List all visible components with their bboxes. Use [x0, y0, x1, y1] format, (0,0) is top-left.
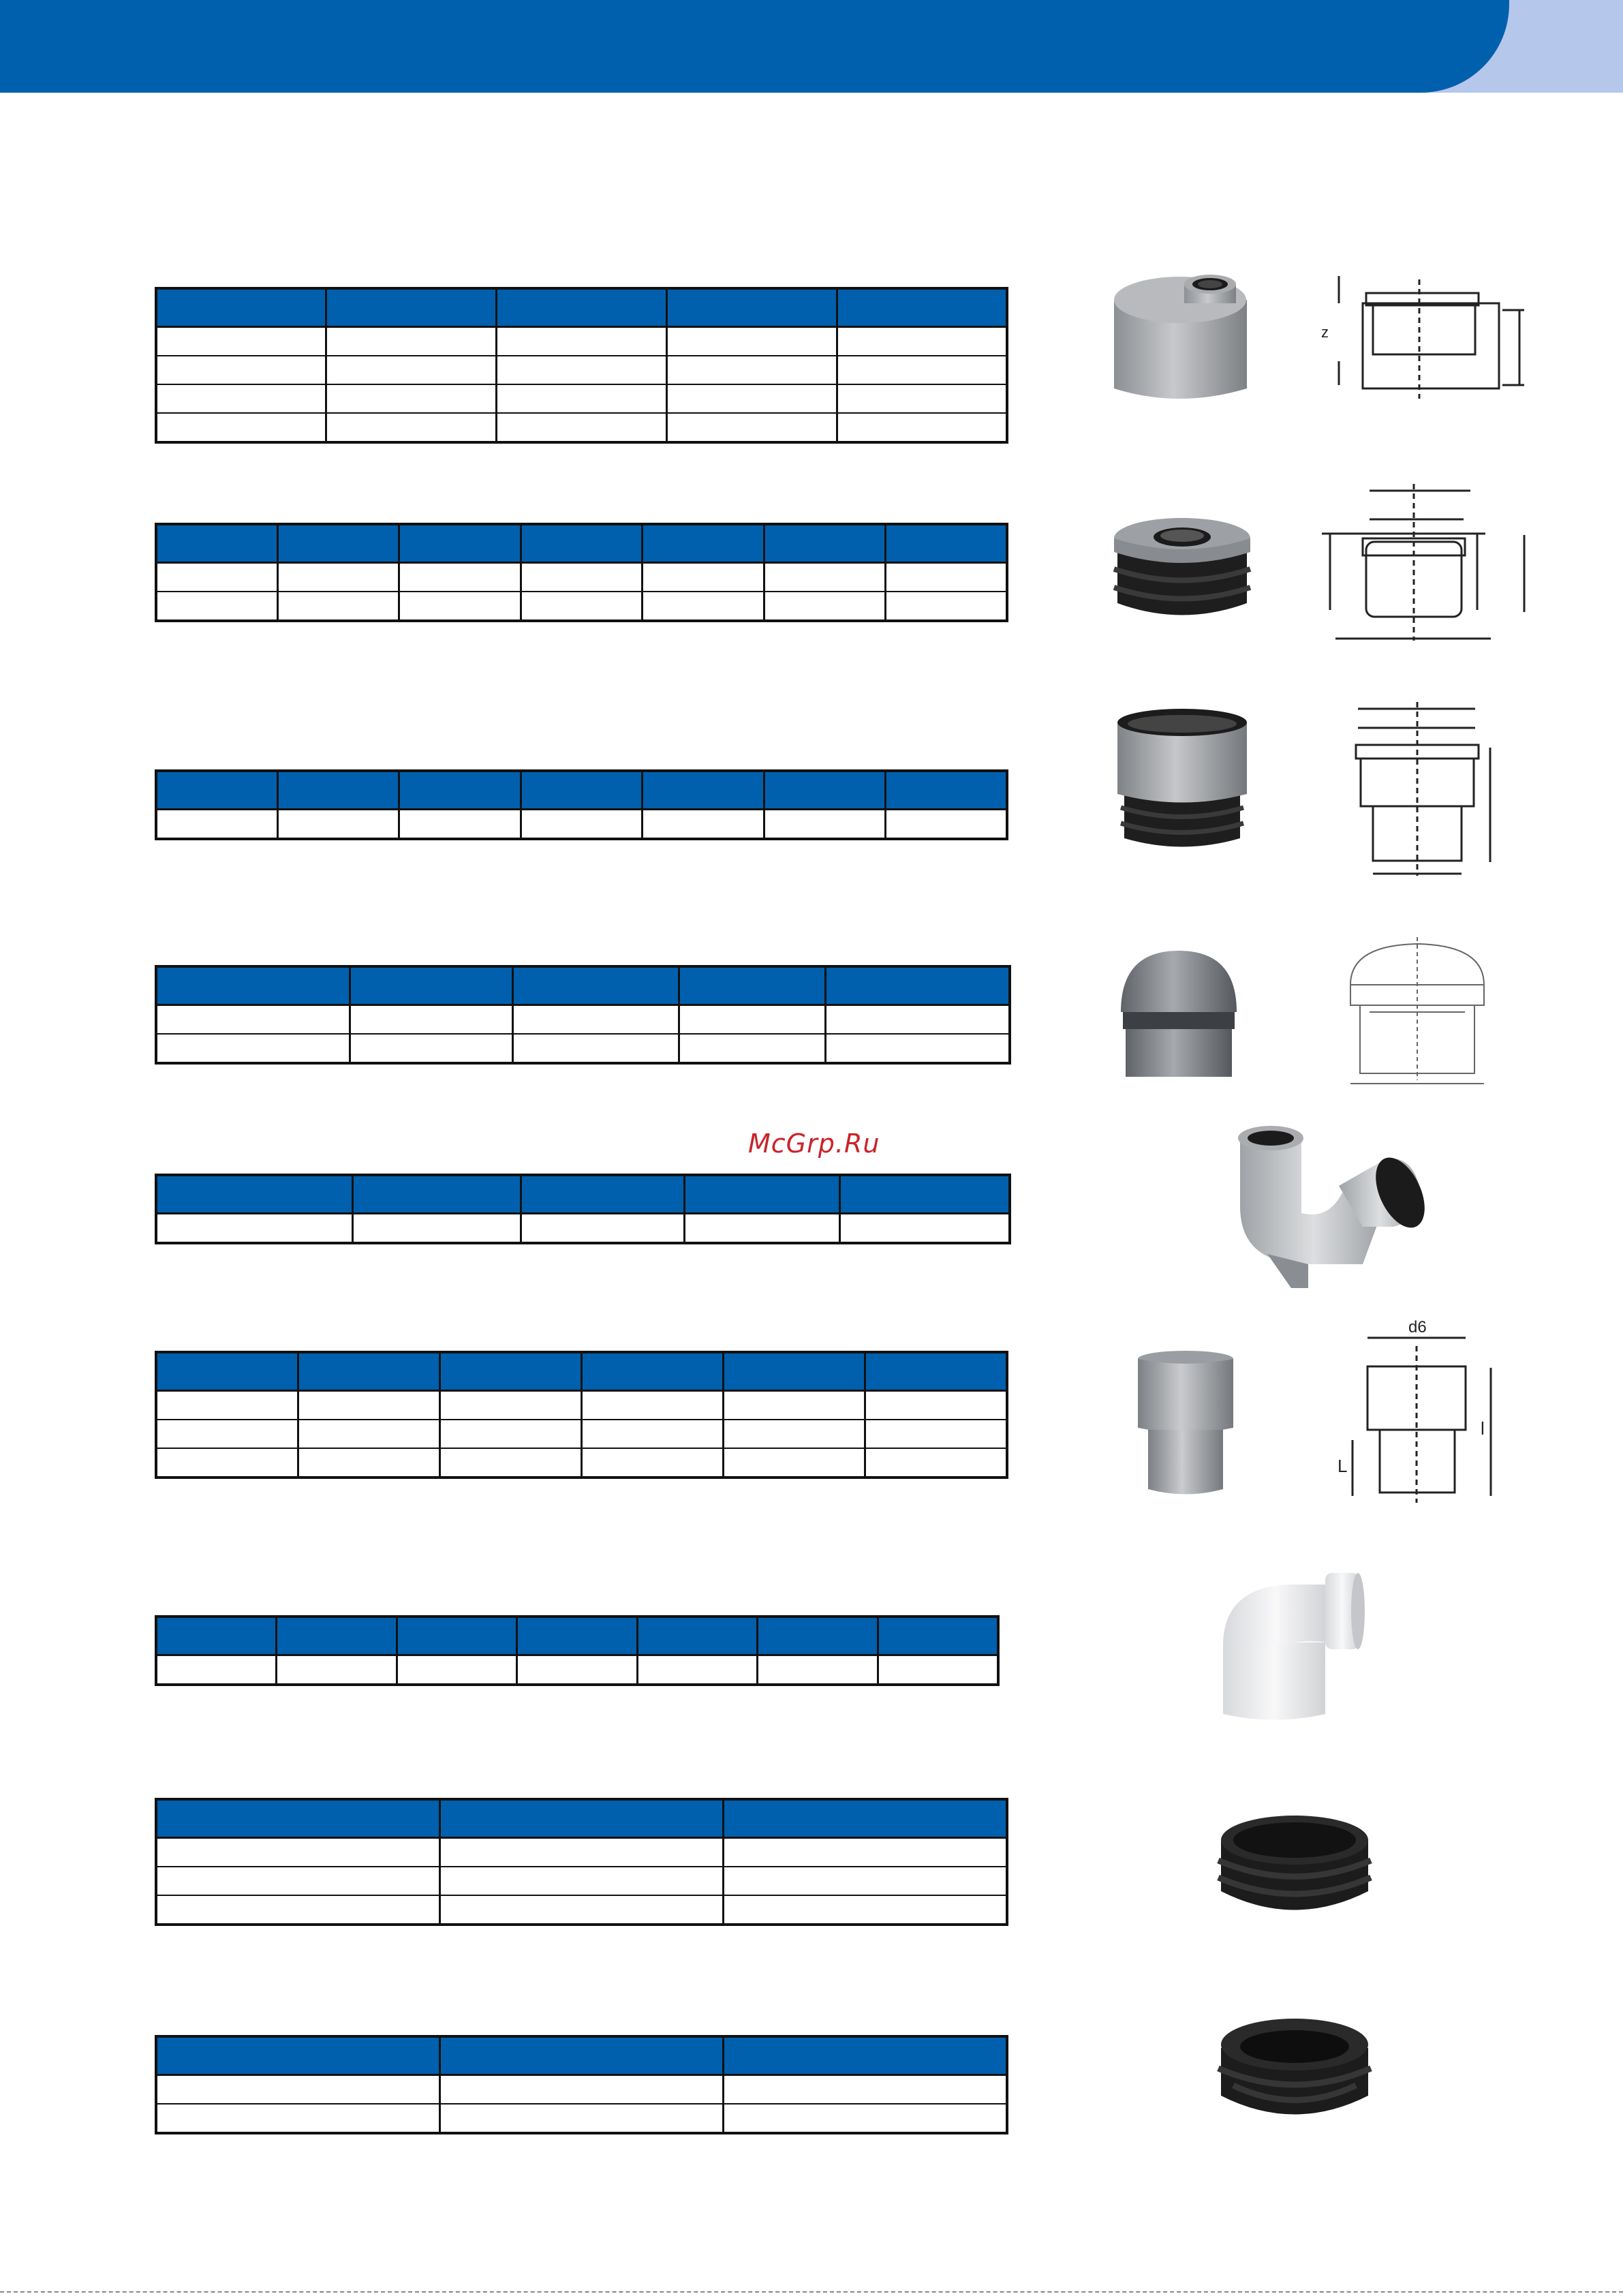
- table-cell: [837, 413, 1007, 442]
- socket-adapter-technical-drawing: [1346, 699, 1502, 883]
- diameter-label: d6: [1408, 1319, 1427, 1336]
- table-cell: [825, 1005, 1010, 1035]
- table-cell: [326, 413, 497, 442]
- table-cell: [764, 810, 885, 840]
- table-cell: [666, 413, 837, 442]
- table-cell: [497, 413, 667, 442]
- header-cell: [724, 1352, 865, 1391]
- table-cell: [277, 810, 399, 840]
- header-cell: [521, 771, 642, 810]
- spec-table-2: [155, 523, 1008, 622]
- table-cell: [839, 1214, 1010, 1244]
- table-cell: [581, 1420, 723, 1448]
- table-cell: [156, 1448, 298, 1478]
- table-cell: [521, 810, 642, 840]
- header-cell: [156, 1799, 439, 1838]
- table-cell: [156, 1420, 298, 1448]
- table-cell: [298, 1448, 439, 1478]
- table-cell: [865, 1391, 1007, 1420]
- table-cell: [156, 1214, 352, 1244]
- table-cell: [156, 563, 277, 592]
- header-cell: [825, 966, 1010, 1005]
- header-cell: [156, 771, 277, 810]
- table-cell: [156, 1655, 277, 1685]
- table-header-row: [156, 771, 1007, 810]
- transition-pipe-photo: [1131, 1349, 1240, 1499]
- table-header-row: [156, 2036, 1007, 2075]
- table-cell: [156, 1034, 350, 1063]
- table-cell: [352, 1214, 521, 1244]
- table-row: [156, 563, 1007, 592]
- table-cell: [517, 1655, 638, 1685]
- header-cell: [643, 524, 764, 563]
- spec-table-8: [155, 1798, 1008, 1926]
- header-cell: [439, 2036, 723, 2075]
- table-cell: [439, 1391, 581, 1420]
- header-cell: [298, 1352, 439, 1391]
- header-cell: [839, 1175, 1010, 1214]
- table-cell: [156, 1391, 298, 1420]
- table-cell: [298, 1420, 439, 1448]
- header-cell: [724, 1799, 1007, 1838]
- table-cell: [156, 1867, 439, 1895]
- spec-table-3: [155, 769, 1008, 840]
- header-cell: [399, 524, 521, 563]
- spec-table-6: [155, 1351, 1008, 1479]
- header-cell: [277, 1617, 397, 1655]
- table-row: [156, 1420, 1007, 1448]
- table-cell: [521, 592, 642, 621]
- table-cell: [497, 356, 667, 384]
- header-cell: [581, 1352, 723, 1391]
- table-cell: [298, 1391, 439, 1420]
- rubber-reducer-ring-photo: [1213, 2014, 1376, 2137]
- header-cell: [156, 2036, 439, 2075]
- table-cell: [350, 1034, 512, 1063]
- length-label: L: [1338, 1456, 1348, 1476]
- table-cell: [865, 1448, 1007, 1478]
- adapter-technical-drawing: [1315, 480, 1540, 651]
- table-header-row: [156, 966, 1010, 1005]
- header-cell: [352, 1175, 521, 1214]
- header-cell: [886, 771, 1007, 810]
- table-cell: [724, 1867, 1007, 1895]
- table-cell: [666, 384, 837, 413]
- spec-table-9: [155, 2035, 1008, 2134]
- height-label: l: [1481, 1418, 1485, 1439]
- table-cell: [724, 2075, 1007, 2104]
- socket-label: z: [1321, 324, 1329, 341]
- table-cell: [439, 2075, 723, 2104]
- table-cell: [326, 356, 497, 384]
- table-cell: [679, 1034, 825, 1063]
- spec-table-5: [155, 1174, 1011, 1244]
- header-banner-blue: [0, 0, 1509, 93]
- table-row: [156, 592, 1007, 621]
- spec-table-4: [155, 965, 1011, 1065]
- spec-table-7: [155, 1615, 1000, 1686]
- header-cell: [521, 524, 642, 563]
- table-row: [156, 1214, 1010, 1244]
- table-row: [156, 1655, 998, 1685]
- table-cell: [156, 1838, 439, 1867]
- header-cell: [397, 1617, 517, 1655]
- table-row: [156, 1867, 1007, 1895]
- table-row: [156, 413, 1007, 442]
- table-cell: [886, 563, 1007, 592]
- table-header-row: [156, 524, 1007, 563]
- table-cell: [277, 1655, 397, 1685]
- table-cell: [497, 384, 667, 413]
- table-cell: [156, 2075, 439, 2104]
- header-cell: [156, 524, 277, 563]
- table-header-row: [156, 1352, 1007, 1391]
- table-cell: [512, 1034, 679, 1063]
- table-cell: [277, 592, 399, 621]
- table-row: [156, 327, 1007, 356]
- table-cell: [666, 327, 837, 356]
- table-cell: [439, 1838, 723, 1867]
- table-cell: [512, 1005, 679, 1035]
- table-cell: [397, 1655, 517, 1685]
- watermark-text: McGrp.Ru: [748, 1129, 880, 1159]
- vent-cap-photo: [1111, 947, 1247, 1084]
- table-cell: [724, 1448, 865, 1478]
- white-elbow-photo: [1213, 1567, 1376, 1724]
- table-header-row: [156, 288, 1007, 327]
- table-cell: [837, 327, 1007, 356]
- table-cell: [156, 810, 277, 840]
- trap-elbow-photo: [1226, 1118, 1444, 1288]
- table-cell: [156, 1005, 350, 1035]
- header-cell: [439, 1799, 723, 1838]
- table-cell: [156, 327, 326, 356]
- table-cell: [399, 563, 521, 592]
- table-cell: [326, 327, 497, 356]
- table-row: [156, 1448, 1007, 1478]
- header-cell: [156, 1175, 352, 1214]
- table-header-row: [156, 1799, 1007, 1838]
- header-cell: [517, 1617, 638, 1655]
- rubber-seal-ring-photo: [1213, 1809, 1376, 1925]
- table-cell: [679, 1005, 825, 1035]
- socket-adapter-photo: [1104, 709, 1261, 852]
- table-cell: [521, 1214, 684, 1244]
- table-cell: [156, 384, 326, 413]
- header-cell: [878, 1617, 998, 1655]
- page-footer-rule: [0, 2291, 1623, 2294]
- table-cell: [399, 810, 521, 840]
- table-cell: [439, 1867, 723, 1895]
- table-cell: [758, 1655, 878, 1685]
- header-cell: [156, 1352, 298, 1391]
- table-cell: [581, 1448, 723, 1478]
- transition-pipe-technical-drawing: [1332, 1319, 1509, 1513]
- table-cell: [581, 1391, 723, 1420]
- table-row: [156, 2075, 1007, 2104]
- table-cell: [865, 1420, 1007, 1448]
- table-cell: [837, 384, 1007, 413]
- header-cell: [684, 1175, 839, 1214]
- table-cell: [825, 1034, 1010, 1063]
- table-row: [156, 1391, 1007, 1420]
- table-cell: [156, 1895, 439, 1925]
- table-cell: [521, 563, 642, 592]
- table-cell: [350, 1005, 512, 1035]
- reducer-fitting-photo: [1104, 269, 1261, 412]
- rubber-sealed-adapter-photo: [1104, 511, 1261, 627]
- header-cell: [865, 1352, 1007, 1391]
- spec-table-1: [155, 287, 1008, 444]
- header-cell: [399, 771, 521, 810]
- table-cell: [764, 563, 885, 592]
- header-banner: [0, 0, 1623, 93]
- header-cell: [679, 966, 825, 1005]
- table-cell: [878, 1655, 998, 1685]
- table-cell: [439, 1895, 723, 1925]
- table-cell: [764, 592, 885, 621]
- table-header-row: [156, 1175, 1010, 1214]
- table-cell: [724, 1895, 1007, 1925]
- table-cell: [684, 1214, 839, 1244]
- table-cell: [666, 356, 837, 384]
- table-cell: [156, 2104, 439, 2133]
- header-cell: [277, 524, 399, 563]
- table-cell: [724, 2104, 1007, 2133]
- header-cell: [837, 288, 1007, 327]
- table-cell: [724, 1420, 865, 1448]
- table-cell: [497, 327, 667, 356]
- header-cell: [326, 288, 497, 327]
- header-cell: [512, 966, 679, 1005]
- table-row: [156, 2104, 1007, 2133]
- header-cell: [758, 1617, 878, 1655]
- header-cell: [156, 966, 350, 1005]
- header-cell: [277, 771, 399, 810]
- header-cell: [666, 288, 837, 327]
- header-cell: [156, 1617, 277, 1655]
- header-cell: [886, 524, 1007, 563]
- header-cell: [521, 1175, 684, 1214]
- header-cell: [497, 288, 667, 327]
- table-cell: [643, 563, 764, 592]
- reducer-technical-drawing: [1312, 273, 1536, 409]
- table-row: [156, 1838, 1007, 1867]
- table-cell: [156, 592, 277, 621]
- table-cell: [643, 592, 764, 621]
- table-cell: [724, 1838, 1007, 1867]
- table-cell: [886, 592, 1007, 621]
- header-cell: [439, 1352, 581, 1391]
- table-cell: [326, 384, 497, 413]
- table-cell: [277, 563, 399, 592]
- header-cell: [350, 966, 512, 1005]
- header-cell: [764, 524, 885, 563]
- table-cell: [724, 1391, 865, 1420]
- table-row: [156, 1005, 1010, 1035]
- table-cell: [439, 2104, 723, 2133]
- table-row: [156, 1034, 1010, 1063]
- table-cell: [637, 1655, 758, 1685]
- table-cell: [439, 1448, 581, 1478]
- header-cell: [764, 771, 885, 810]
- table-cell: [439, 1420, 581, 1448]
- header-cell: [643, 771, 764, 810]
- table-cell: [886, 810, 1007, 840]
- table-cell: [156, 413, 326, 442]
- table-row: [156, 810, 1007, 840]
- table-header-row: [156, 1617, 998, 1655]
- table-row: [156, 356, 1007, 384]
- header-cell: [637, 1617, 758, 1655]
- vent-cap-technical-drawing: [1342, 937, 1492, 1094]
- table-cell: [399, 592, 521, 621]
- table-cell: [643, 810, 764, 840]
- table-row: [156, 1895, 1007, 1925]
- table-cell: [156, 356, 326, 384]
- table-row: [156, 384, 1007, 413]
- table-cell: [837, 356, 1007, 384]
- header-cell: [724, 2036, 1007, 2075]
- header-cell: [156, 288, 326, 327]
